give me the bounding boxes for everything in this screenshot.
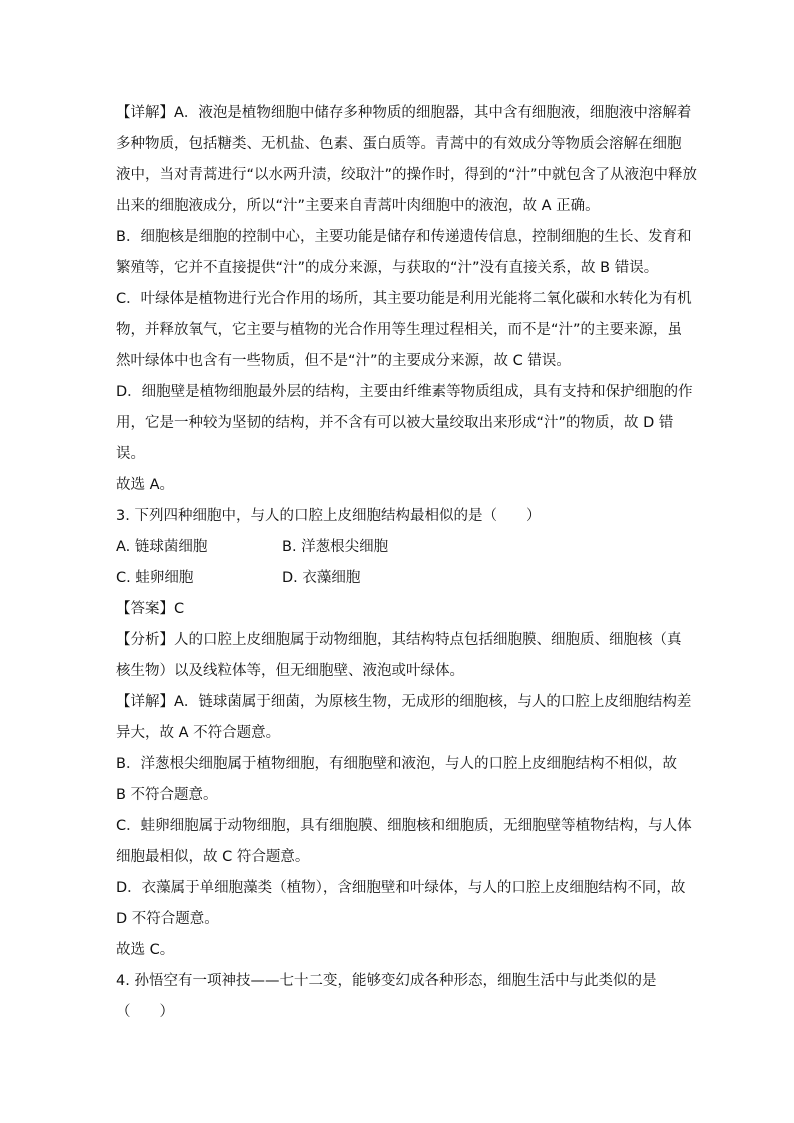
text-line: 用，它是一种较为坚韧的结构，并不含有可以被大量绞取出来形成“汁”的物质，故 D 错	[116, 415, 674, 431]
question-4-blank: （ ）	[116, 1004, 174, 1020]
option-c: C. 蛙卵细胞	[116, 570, 194, 586]
text-line: B 不符合题意。	[116, 787, 218, 803]
text-line: 【详解】A．链球菌属于细菌，为原核生物，无成形的细胞核，与人的口腔上皮细胞结构差	[116, 694, 692, 710]
text-line: 繁殖等，它并不直接提供“汁”的成分来源，与获取的“汁”没有直接关系，故 B 错误。	[116, 260, 659, 276]
text-line: 核生物）以及线粒体等，但无细胞壁、液泡或叶绿体。	[116, 663, 464, 679]
text-line: D 不符合题意。	[116, 911, 219, 927]
text-line: 误。	[116, 446, 145, 462]
text-line: 液中，当对青蒿进行“以水两升渍，绞取汁”的操作时，得到的“汁”中就包含了从液泡中释放	[116, 167, 698, 183]
text-line: 然叶绿体中也含有一些物质，但不是“汁”的主要成分来源，故 C 错误。	[116, 353, 571, 369]
text-line: D．衣藻属于单细胞藻类（植物），含细胞壁和叶绿体，与人的口腔上皮细胞结构不同，故	[116, 880, 686, 896]
document-body	[116, 98, 698, 1028]
option-a: A. 链球菌细胞	[116, 539, 208, 555]
text-line: B．洋葱根尖细胞属于植物细胞，有细胞壁和液泡，与人的口腔上皮细胞结构不相似，故	[116, 756, 677, 772]
text-line: 多种物质，包括糖类、无机盐、色素、蛋白质等。青蒿中的有效成分等物质会溶解在细胞	[116, 136, 682, 152]
option-b: B. 洋葱根尖细胞	[282, 539, 389, 555]
text-line: C．蛙卵细胞属于动物细胞，具有细胞膜、细胞核和细胞质，无细胞壁等植物结构，与人体	[116, 818, 692, 834]
options-row	[116, 532, 682, 563]
options-row	[116, 563, 682, 594]
text-line: 故选 A。	[116, 477, 175, 493]
text-line: 物，并释放氧气，它主要与植物的光合作用等生理过程相关，而不是“汁”的主要来源，虽	[116, 322, 683, 338]
text-line: C．叶绿体是植物进行光合作用的场所，其主要功能是利用光能将二氧化碳和水转化为有机	[116, 291, 692, 307]
text-line: 【详解】A．液泡是植物细胞中储存多种物质的细胞器，其中含有细胞液，细胞液中溶解着	[116, 105, 692, 121]
question-3-stem: 3. 下列四种细胞中，与人的口腔上皮细胞结构最相似的是（ ）	[116, 508, 541, 524]
text-line: 故选 C。	[116, 942, 175, 958]
text-line: B．细胞核是细胞的控制中心，主要功能是储存和传递遗传信息，控制细胞的生长、发育和	[116, 229, 692, 245]
option-d: D. 衣藻细胞	[282, 570, 361, 586]
text-line: 细胞最相似，故 C 符合题意。	[116, 849, 310, 865]
text-line: D．细胞壁是植物细胞最外层的结构，主要由纤维素等物质组成，具有支持和保护细胞的作	[116, 384, 693, 400]
text-line: 出来的细胞液成分，所以“汁”主要来自青蒿叶肉细胞中的液泡，故 A 正确。	[116, 198, 600, 214]
text-line: 【分析】人的口腔上皮细胞属于动物细胞，其结构特点包括细胞膜、细胞质、细胞核（真	[116, 632, 682, 648]
question-4-stem: 4. 孙悟空有一项神技——七十二变，能够变幻成各种形态，细胞生活中与此类似的是	[116, 973, 657, 989]
answer-line: 【答案】C	[116, 601, 185, 617]
text-line: 异大，故 A 不符合题意。	[116, 725, 281, 741]
